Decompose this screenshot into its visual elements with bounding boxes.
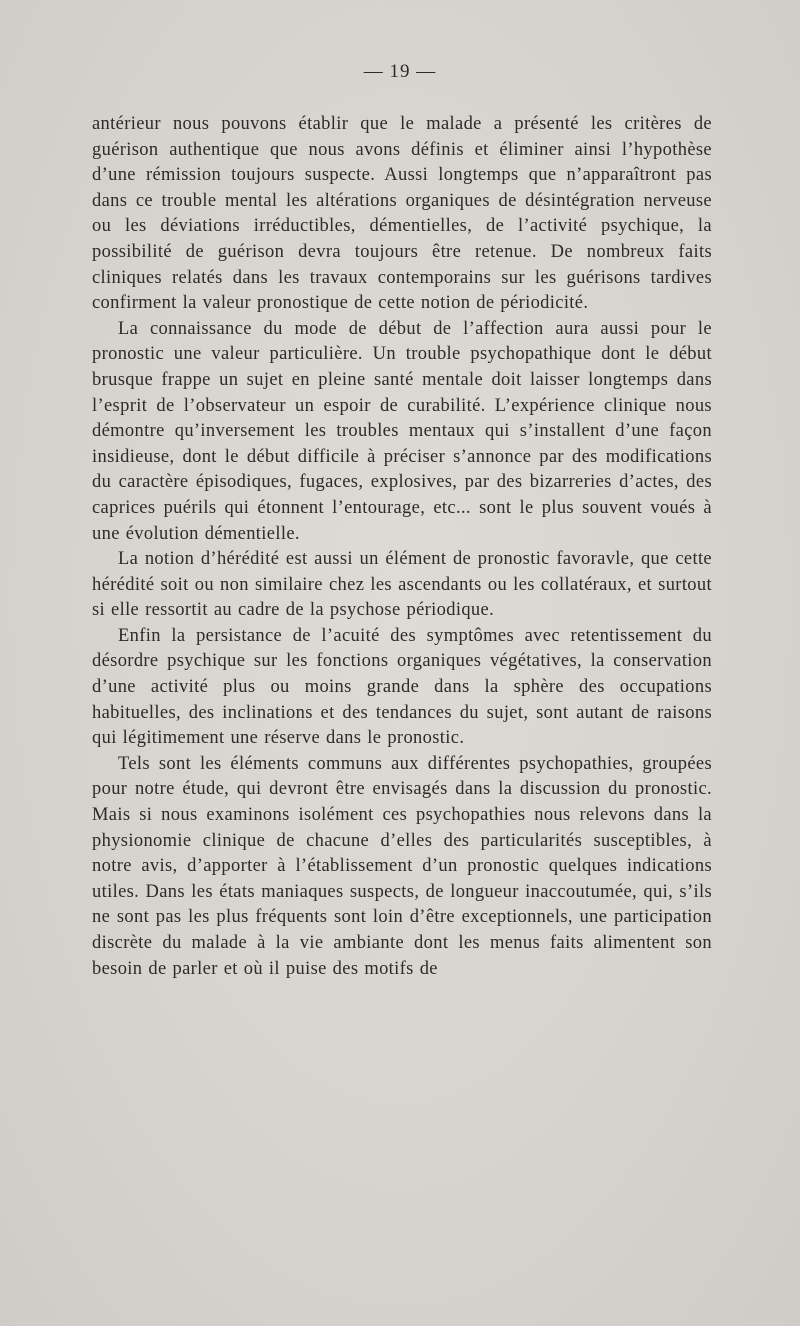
paragraph-1: antérieur nous pouvons établir que le malade a présenté les critères de guérison authentique que nous avons définis et éliminer ainsi l’hypothèse d’une rémission toujours suspecte. Aussi longtemps que n’apparaîtront pas dans ce trouble mental les altérations organiques de désintégration nerveuse ou les déviations irréductibles, démentielles, de l’activité psychique, la possibilité de guérison devra toujours être retenue. De nombreux faits cliniques relatés dans les travaux contemporains sur les guérisons tardives confirment la valeur pronostique de cette notion de périodicité. [92,114,712,314]
page-number: — 19 — [363,61,437,82]
body-text [92,112,712,982]
paragraph-4: Enfin la persistance de l’acuité des symptômes avec retentissement du désordre psychique sur les fonctions organiques végétatives, la conservation d’une activité plus ou moins grande dans la sphère des occupations habituelles, des inclinations et des tendances du sujet, sont autant de raisons qui légitimement une réserve dans le pronostic. [92,625,712,749]
paragraph-3: La notion d’hérédité est aussi un élément de pronostic favoravle, que cette hérédité soit ou non similaire chez les ascendants ou les collatéraux, et surtout si elle ressortit au cadre de la psychose périodique. [92,549,712,621]
paragraph-2: La connaissance du mode de début de l’affection aura aussi pour le pronostic une valeur particulière. Un trouble psychopathique dont le début brusque frappe un sujet en pleine santé mentale doit laisser longtemps dans l’esprit de l’observateur un espoir de curabilité. L’expérience clinique nous démontre qu’inversement les troubles mentaux qui s’installent d’une façon insidieuse, dont le début difficile à préciser s’annonce par des modifications du caractère épisodiques, fugaces, explosives, par des bizarreries d’actes, des caprices puérils qui étonnent l’entourage, etc... sont le plus souvent voués à une évolution démentielle. [92,318,712,544]
paragraph-5: Tels sont les éléments communs aux différentes psychopathies, groupées pour notre étude, qui devront être envisagés dans la discussion du pronostic. Mais si nous examinons isolément ces psychopathies nous relevons dans la physionomie clinique de chacune d’elles des particularités susceptibles, à notre avis, d’apporter à l’établissement d’un pronostic quelques indications utiles. Dans les états maniaques suspects, de longueur inaccoutumée, qui, s’ils ne sont pas les plus fréquents sont loin d’être exceptionnels, une participation discrète du malade à la vie ambiante dont les menus faits alimentent son besoin de parler et où il puise des motifs de [92,753,712,979]
